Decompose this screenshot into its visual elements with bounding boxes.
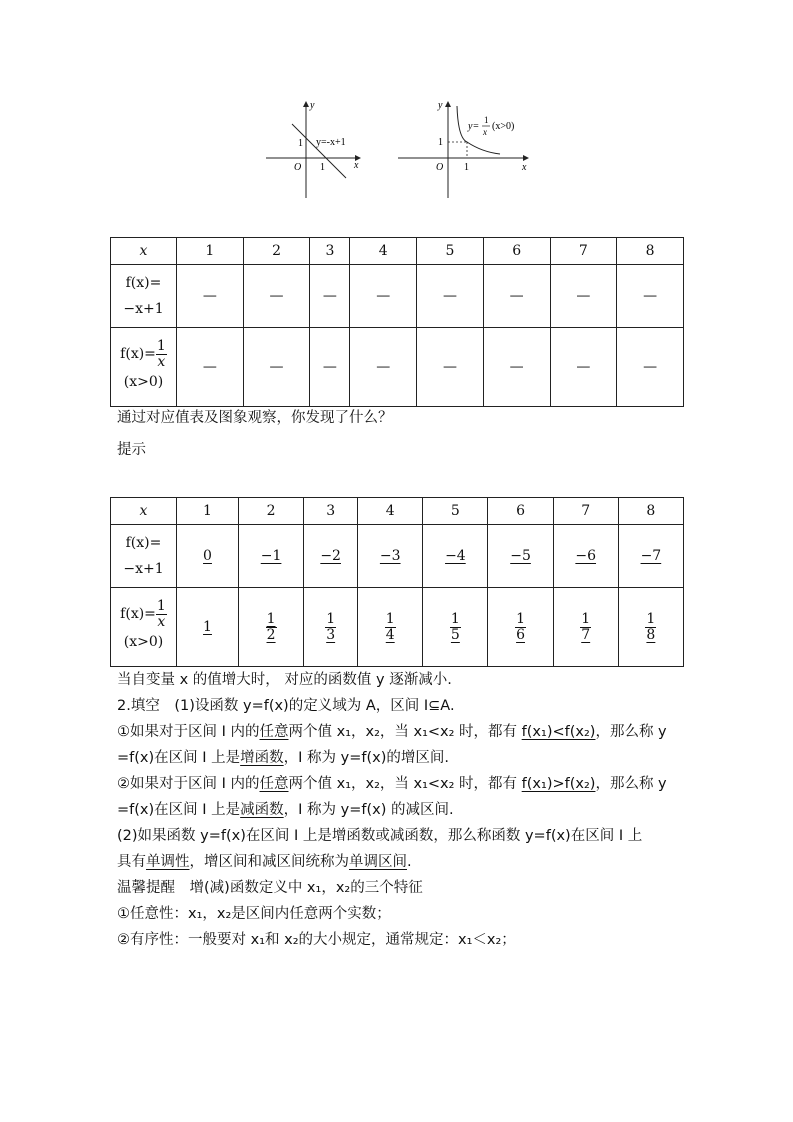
x-axis-label: x <box>522 162 527 173</box>
curve-label-num: 1 <box>484 115 489 125</box>
table-cell: — <box>417 265 484 328</box>
answer-fraction <box>645 612 656 642</box>
answer-fraction <box>385 612 396 642</box>
table-cell: — <box>350 265 417 328</box>
table-cell <box>358 588 423 667</box>
answer-fraction <box>450 612 461 642</box>
fraction-den: 5 <box>450 626 460 643</box>
answer-fraction <box>266 612 277 642</box>
text-span: 两个值 x₁，x₂，当 x₁<x₂ 时，都有 <box>288 724 522 740</box>
text-span: . <box>407 854 412 870</box>
fill-in-heading: 2.填空 (1)设函数 y=f(x)的定义域为 A，区间 I⊆A. <box>117 698 455 714</box>
value-table-blank <box>110 237 684 407</box>
tick-y-1: 1 <box>438 137 443 148</box>
header-cell: 7 <box>553 498 618 525</box>
fraction-den: 6 <box>516 626 525 643</box>
header-cell: 5 <box>423 498 488 525</box>
table-cell <box>618 525 683 588</box>
answer-value: −2 <box>320 548 341 564</box>
fraction-num: 1 <box>450 610 460 627</box>
curve-label-suffix: (x>0) <box>492 121 515 132</box>
answer-fraction <box>515 612 526 642</box>
answer-value: 0 <box>203 548 212 564</box>
text-span: ，I 称为 y=f(x) 的减区间. <box>283 802 454 818</box>
table-cell <box>423 588 488 667</box>
text-span: ，增区间和减区间统称为 <box>189 854 349 870</box>
x-axis-label: x <box>354 160 359 171</box>
increasing-definition-line2 <box>117 745 687 771</box>
table-cell <box>553 525 618 588</box>
header-cell: 7 <box>550 238 617 265</box>
table-cell: — <box>310 265 350 328</box>
header-cell: 1 <box>177 498 239 525</box>
header-cell: 3 <box>310 238 350 265</box>
row-label-line: f(x)= <box>125 535 162 551</box>
text-span: ，那么称 y <box>595 776 667 792</box>
table-cell: — <box>617 265 684 328</box>
fraction-num: 1 <box>581 610 591 627</box>
answer-value: −6 <box>575 548 597 564</box>
table-cell: — <box>483 265 550 328</box>
header-cell: 8 <box>617 238 684 265</box>
table-cell: — <box>550 265 617 328</box>
fraction-den: x <box>157 353 166 370</box>
table-cell <box>177 525 239 588</box>
underlined-term: f(x₁)<f(x₂) <box>521 724 596 740</box>
origin-label: O <box>294 162 302 173</box>
row-label-linear <box>111 265 177 328</box>
header-cell: 8 <box>618 498 683 525</box>
row-label-reciprocal <box>111 588 177 667</box>
row-label-line <box>111 339 176 369</box>
table-cell <box>618 588 683 667</box>
tip-item-2: ②有序性：一般要对 x₁和 x₂的大小规定，通常规定：x₁＜x₂； <box>117 932 516 948</box>
table-cell: — <box>550 328 617 407</box>
row-label-line <box>111 599 176 629</box>
answer-value: −4 <box>445 548 466 564</box>
curve-label-prefix: y= <box>468 121 480 132</box>
graph-linear-svg <box>262 98 366 202</box>
tip-item-1: ①任意性：x₁，x₂是区间内任意两个实数； <box>117 906 391 922</box>
table-row <box>111 265 684 328</box>
row-label-line: f(x)= <box>125 275 162 291</box>
decreasing-definition-line1 <box>117 771 687 797</box>
table-header-row <box>111 238 684 265</box>
fraction-den: 2 <box>266 626 276 643</box>
graph-reciprocal <box>396 98 532 202</box>
text-span: 两个值 x₁，x₂，当 x₁<x₂ 时，都有 <box>288 776 522 792</box>
table-cell <box>553 588 618 667</box>
question-text: 通过对应值表及图象观察，你发现了什么？ <box>117 410 393 426</box>
table-cell: — <box>617 328 684 407</box>
underlined-term: 任意 <box>259 776 289 792</box>
text-span: =f(x)在区间 I 上是 <box>117 802 241 818</box>
answer-value: −1 <box>260 548 282 564</box>
underlined-term: 单调区间 <box>349 854 407 870</box>
fraction-num: 1 <box>326 610 336 627</box>
row-label-line: −x+1 <box>123 301 164 317</box>
answer-value: −7 <box>640 548 662 564</box>
table-cell: — <box>483 328 550 407</box>
row-label-reciprocal <box>111 328 177 407</box>
body-text <box>117 667 687 953</box>
fraction-den: 3 <box>326 626 336 643</box>
table-cell <box>177 588 239 667</box>
tick-y-1: 1 <box>298 138 303 149</box>
header-cell: 3 <box>304 498 358 525</box>
answer-value: −3 <box>379 548 401 564</box>
header-cell: 5 <box>417 238 484 265</box>
underlined-term: 单调性 <box>146 854 190 870</box>
row-label-prefix: f(x)= <box>120 606 156 622</box>
table-cell <box>239 588 304 667</box>
table-cell: — <box>243 265 310 328</box>
value-table-answers <box>110 497 684 667</box>
fraction-num: 1 <box>385 610 395 627</box>
table-header-row <box>111 498 684 525</box>
curve-label-den: x <box>483 127 487 137</box>
table-row <box>111 588 684 667</box>
answer-fraction <box>580 612 591 642</box>
fraction-num: 1 <box>516 610 525 627</box>
fraction-num: 1 <box>156 597 166 614</box>
table-row <box>111 525 684 588</box>
table-cell <box>304 525 358 588</box>
conclusion-line: 当自变量 x 的值增大时， 对应的函数值 y 逐渐减小. <box>117 672 452 688</box>
table-cell: — <box>350 328 417 407</box>
table-cell <box>358 525 423 588</box>
table-cell: — <box>177 265 244 328</box>
row-label-fraction <box>156 339 167 369</box>
header-cell: 2 <box>239 498 304 525</box>
row-label-prefix: f(x)= <box>120 346 156 362</box>
graph-reciprocal-svg <box>396 98 532 202</box>
table-row <box>111 328 684 407</box>
tip-heading: 温馨提醒 增(减)函数定义中 x₁，x₂的三个特征 <box>117 880 423 896</box>
row-label-line: −x+1 <box>123 561 164 577</box>
header-cell: 1 <box>177 238 244 265</box>
monotonicity-line2 <box>117 849 687 875</box>
increasing-definition-line1 <box>117 719 687 745</box>
answer-value: −5 <box>510 548 531 564</box>
table-cell: — <box>417 328 484 407</box>
table-cell: — <box>310 328 350 407</box>
origin-label: O <box>436 162 444 173</box>
underlined-term: f(x₁)>f(x₂) <box>521 776 596 792</box>
table-cell <box>239 525 304 588</box>
line-label: y=-x+1 <box>316 137 346 148</box>
answer-fraction <box>325 612 336 642</box>
row-label-line: (x>0) <box>123 374 164 391</box>
question-block <box>117 408 687 460</box>
underlined-term: 增函数 <box>240 750 284 766</box>
text-span: 具有 <box>117 854 146 870</box>
table-cell <box>488 588 553 667</box>
y-axis-label: y <box>438 100 443 111</box>
underlined-term: 任意 <box>259 724 289 740</box>
fraction-num: 1 <box>266 610 276 627</box>
header-cell: 4 <box>350 238 417 265</box>
tick-x-1: 1 <box>464 162 469 173</box>
text-span: =f(x)在区间 I 上是 <box>117 750 241 766</box>
fraction-den: 8 <box>646 626 656 643</box>
header-cell: 6 <box>488 498 553 525</box>
y-axis-label: y <box>310 100 315 111</box>
underlined-term: 减函数 <box>240 802 284 818</box>
table-cell: — <box>177 328 244 407</box>
text-span: ②如果对于区间 I 内的 <box>117 776 260 792</box>
header-cell: 6 <box>483 238 550 265</box>
decreasing-definition-line2 <box>117 797 687 823</box>
fraction-den: 4 <box>385 626 395 643</box>
text-span: ，I 称为 y=f(x)的增区间. <box>283 750 449 766</box>
row-label-linear <box>111 525 177 588</box>
table-cell <box>304 588 358 667</box>
header-cell: x <box>111 498 177 525</box>
fraction-num: 1 <box>646 610 656 627</box>
hint-label: 提示 <box>117 442 146 458</box>
fraction-den: x <box>157 613 166 630</box>
table-cell: — <box>243 328 310 407</box>
fraction-den: 7 <box>581 626 591 643</box>
text-span: ①如果对于区间 I 内的 <box>117 724 260 740</box>
text-span: ，那么称 y <box>595 724 667 740</box>
graph-linear <box>262 98 366 202</box>
row-label-line: (x>0) <box>123 634 164 651</box>
fraction-num: 1 <box>156 337 166 354</box>
header-cell: x <box>111 238 177 265</box>
header-cell: 4 <box>358 498 423 525</box>
row-label-fraction <box>156 599 167 629</box>
header-cell: 2 <box>243 238 310 265</box>
tick-x-1: 1 <box>320 162 325 173</box>
table-cell <box>488 525 553 588</box>
table-cell <box>423 525 488 588</box>
monotonicity-line1: (2)如果函数 y=f(x)在区间 I 上是增函数或减函数，那么称函数 y=f(x)在区间 I 上 <box>117 828 643 844</box>
answer-value: 1 <box>203 619 212 635</box>
